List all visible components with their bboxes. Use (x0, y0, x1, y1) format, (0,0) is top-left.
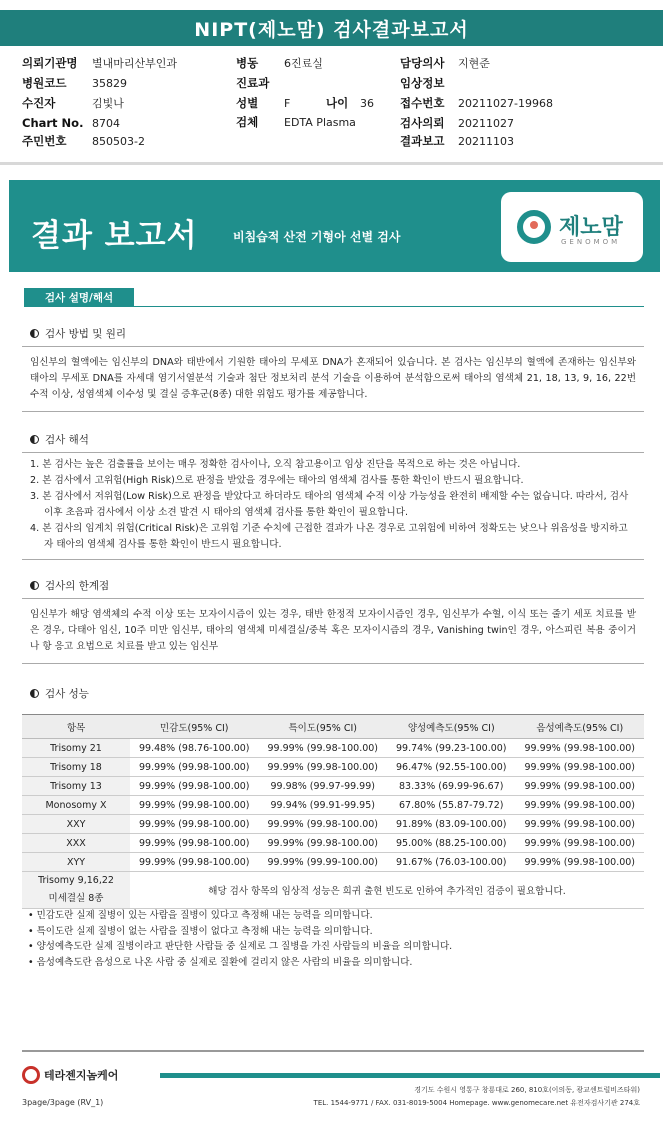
info-value: 20211027 (458, 116, 514, 130)
info-value: 36 (360, 96, 374, 110)
performance-heading (30, 686, 89, 701)
info-value: 6진료실 (284, 57, 323, 70)
half-circle-icon (30, 329, 39, 338)
table-cell: Trisomy 21 (22, 739, 130, 758)
table-cell: 99.99% (99.98-100.00) (516, 815, 645, 834)
table-cell: 99.74% (99.23-100.00) (387, 739, 516, 758)
patient-info (22, 54, 652, 154)
column-header: 양성예측도(95% CI) (387, 715, 516, 739)
info-value: 20211103 (458, 134, 514, 148)
column-header: 음성예측도(95% CI) (516, 715, 645, 739)
table-cell: 91.89% (83.09-100.00) (387, 815, 516, 834)
company-name: 테라젠지놈케어 (44, 1069, 119, 1082)
info-value: EDTA Plasma (284, 115, 356, 129)
table-cell: 99.48% (98.76-100.00) (130, 739, 259, 758)
method-heading-text: 검사 방법 및 원리 (45, 328, 127, 340)
performance-table (22, 714, 644, 909)
list-item: • 특이도란 실제 질병이 없는 사람을 질병이 없다고 측정해 내는 능력을 의미합니다. (28, 925, 373, 937)
info-value: 지현준 (458, 57, 490, 70)
info-label: 주민번호 (22, 134, 67, 148)
method-heading (30, 326, 126, 341)
footer-accent-bar (160, 1073, 660, 1078)
info-label: 병동 (236, 56, 259, 70)
info-label: 수진자 (22, 96, 56, 110)
table-cell: 99.99% (99.98-100.00) (516, 758, 645, 777)
limits-heading-text: 검사의 한계점 (45, 580, 110, 592)
logo-subtext: GENOMOM (561, 238, 621, 246)
list-item: 4. 본 검사의 임계치 위험(Critical Risk)은 고위험 기준 수치에 근접한 결과가 나온 경우로 고위험에 비하여 정확도는 낮으나 위음성을 방지하고자 태아의 염색체 검사를 통한 확인이 반드시 필요합니다. (30, 523, 628, 550)
table-row (22, 739, 644, 758)
info-label: 병원코드 (22, 76, 67, 90)
table-cell: 99.99% (99.98-100.00) (516, 739, 645, 758)
table-cell: Trisomy 13 (22, 777, 130, 796)
info-value: 35829 (92, 76, 127, 90)
table-cell: 67.80% (55.87-79.72) (387, 796, 516, 815)
table-row (22, 834, 644, 853)
table-row (22, 815, 644, 834)
table-cell: XXY (22, 815, 130, 834)
table-cell: 99.99% (99.98-100.00) (130, 777, 259, 796)
table-cell: 99.99% (99.98-100.00) (130, 758, 259, 777)
banner-subtitle: 비침습적 산전 기형아 선별 검사 (233, 230, 401, 244)
info-label: Chart No. (22, 116, 84, 130)
special-note: 해당 검사 항목의 임상적 성능은 희귀 출현 빈도로 인하여 추가적인 검증이 필요합니다. (130, 872, 644, 909)
header-divider (0, 162, 663, 165)
info-label: 임상정보 (400, 76, 445, 90)
table-header-row (22, 715, 644, 739)
column-header: 항목 (22, 715, 130, 739)
info-value: 20211027-19968 (458, 96, 553, 110)
logo-dot-icon (530, 221, 538, 229)
info-value: 김빛나 (92, 97, 124, 110)
info-value: 8704 (92, 116, 120, 130)
list-item: • 음성예측도란 음성으로 나온 사람 중 실제로 질환에 걸리지 않은 사람의 비율을 의미합니다. (28, 956, 413, 968)
table-row (22, 853, 644, 872)
logo-text: 제노맘 (559, 215, 623, 240)
table-cell: 99.99% (99.98-100.00) (259, 758, 388, 777)
table-cell: 99.99% (99.98-100.00) (259, 834, 388, 853)
table-cell: XXX (22, 834, 130, 853)
table-row (22, 872, 644, 909)
genomom-logo (501, 192, 643, 262)
table-row (22, 777, 644, 796)
list-item: • 민감도란 실제 질병이 있는 사람을 질병이 있다고 측정해 내는 능력을 의미합니다. (28, 910, 373, 921)
section-divider (24, 306, 644, 307)
page-number: 3page/3page (RV_1) (22, 1098, 104, 1107)
info-label: 진료과 (236, 76, 270, 90)
table-cell: 99.99% (99.98-100.00) (130, 815, 259, 834)
table-cell: Trisomy 18 (22, 758, 130, 777)
list-item: 1. 본 검사는 높은 검출률을 보이는 매우 정확한 검사이나, 오직 참고용이고 임상 진단을 목적으로 하는 것은 아닙니다. (30, 459, 521, 470)
list-item: 2. 본 검사에서 고위험(High Risk)으로 판정을 받았을 경우에는 태아의 염색체 검사를 통한 확인이 반드시 필요합니다. (30, 475, 524, 486)
info-label: 검체 (236, 115, 259, 129)
section-tab: 검사 설명/해석 (24, 288, 134, 306)
limits-text: 임신부가 해당 염색체의 수적 이상 또는 모자이시즘이 있는 경우, 태반 한정적 모자이시즘인 경우, 임신부가 수혈, 이식 또는 줄기 세포 치료를 받은 경우, 다태아 임신, 10주 미만 임신부, 태아의 염색체 미세결실/중복 혹은 모자이시즘의 경우, Vanishing twin인 경우, 아스피린 복용 중이거나 항 응고 요법으로 치료를 받고 있는 임신부 (30, 609, 636, 652)
table-cell: 96.47% (92.55-100.00) (387, 758, 516, 777)
table-cell: 99.98% (99.97-99.99) (259, 777, 388, 796)
report-title: NIPT(제노맘) 검사결과보고서 (0, 10, 663, 46)
table-cell: 91.67% (76.03-100.00) (387, 853, 516, 872)
info-label: 결과보고 (400, 134, 445, 148)
list-item: • 양성예측도란 실제 질병이라고 판단한 사람들 중 실제로 그 질병을 가진 사람들의 비율을 의미합니다. (28, 941, 453, 952)
column-header: 민감도(95% CI) (130, 715, 259, 739)
column-header: 특이도(95% CI) (259, 715, 388, 739)
info-label: 성별 (236, 96, 259, 110)
info-label: 의뢰기관명 (22, 56, 78, 70)
company-logo (22, 1066, 118, 1084)
table-cell: Monosomy X (22, 796, 130, 815)
table-cell: XYY (22, 853, 130, 872)
table-cell: 99.99% (99.99-100.00) (259, 853, 388, 872)
table-cell: 99.99% (99.98-100.00) (516, 853, 645, 872)
table-cell: 99.99% (99.98-100.00) (130, 796, 259, 815)
half-circle-icon (30, 689, 39, 698)
half-circle-icon (30, 581, 39, 590)
table-cell: 83.33% (69.99-96.67) (387, 777, 516, 796)
limits-box (22, 598, 644, 664)
result-banner (9, 180, 660, 272)
table-cell (22, 872, 130, 909)
table-row (22, 758, 644, 777)
table-cell: 95.00% (88.25-100.00) (387, 834, 516, 853)
company-logo-icon (22, 1066, 40, 1084)
special-label: 미세결실 8종 (48, 893, 104, 904)
limits-heading (30, 578, 109, 593)
table-cell: 99.99% (99.98-100.00) (259, 739, 388, 758)
method-text: 임신부의 혈액에는 임신부의 DNA와 태반에서 기원한 태아의 무세포 DNA가 혼재되어 있습니다. 본 검사는 임신부의 혈액에 존재하는 임신부와 태아의 무세포 DNA를 자세대 염기서열분석 기술과 첨단 정보처리 분석 기술을 이용하여 분석함으로써 태아의 염색체 21, 18, 13, 9, 16, 22번 수적 이상, 성염색체 이수성 및 결실 증후군(8종) 대한 위험도 평가를 제공합니다. (30, 357, 636, 400)
interpretation-heading (30, 432, 89, 447)
method-box (22, 346, 644, 412)
info-label: 담당의사 (400, 56, 445, 70)
interpretation-heading-text: 검사 해석 (45, 434, 89, 446)
definition-notes (28, 908, 452, 970)
table-cell: 99.99% (99.98-100.00) (259, 815, 388, 834)
info-label: 검사의뢰 (400, 116, 445, 130)
info-value: F (284, 96, 291, 110)
table-cell: 99.99% (99.98-100.00) (130, 834, 259, 853)
company-contact: TEL. 1544-9771 / FAX. 031-8019-5004 Homepage. www.genomecare.net 유전자검사기관 274호 (313, 1099, 640, 1107)
list-item: 3. 본 검사에서 저위험(Low Risk)으로 판정을 받았다고 하더라도 태아의 염색체 수적 이상 가능성을 완전히 배제할 수는 없습니다. 따라서, 검사 이후 초음파 검사에서 이상 소견 발견 시 태아의 염색체 검사를 통한 확인이 필요합니다. (30, 491, 629, 518)
info-label: 접수번호 (400, 96, 445, 110)
table-cell: 99.99% (99.98-100.00) (130, 853, 259, 872)
half-circle-icon (30, 435, 39, 444)
banner-title: 결과 보고서 (31, 218, 198, 254)
table-cell: 99.99% (99.98-100.00) (516, 777, 645, 796)
info-value: 850503-2 (92, 134, 145, 148)
table-cell: 99.99% (99.98-100.00) (516, 834, 645, 853)
footer-divider (22, 1050, 644, 1052)
interpretation-box (22, 452, 644, 560)
info-value: 별내마리산부인과 (92, 57, 178, 70)
info-label: 나이 (326, 96, 349, 110)
performance-heading-text: 검사 성능 (45, 688, 89, 700)
table-cell: 99.99% (99.98-100.00) (516, 796, 645, 815)
table-row (22, 796, 644, 815)
special-label: Trisomy 9,16,22 (38, 875, 114, 886)
table-cell: 99.94% (99.91-99.95) (259, 796, 388, 815)
company-address: 경기도 수원시 영통구 창룡대로 260, 810호(이의동, 광교센트럴비즈타워) (414, 1086, 640, 1094)
